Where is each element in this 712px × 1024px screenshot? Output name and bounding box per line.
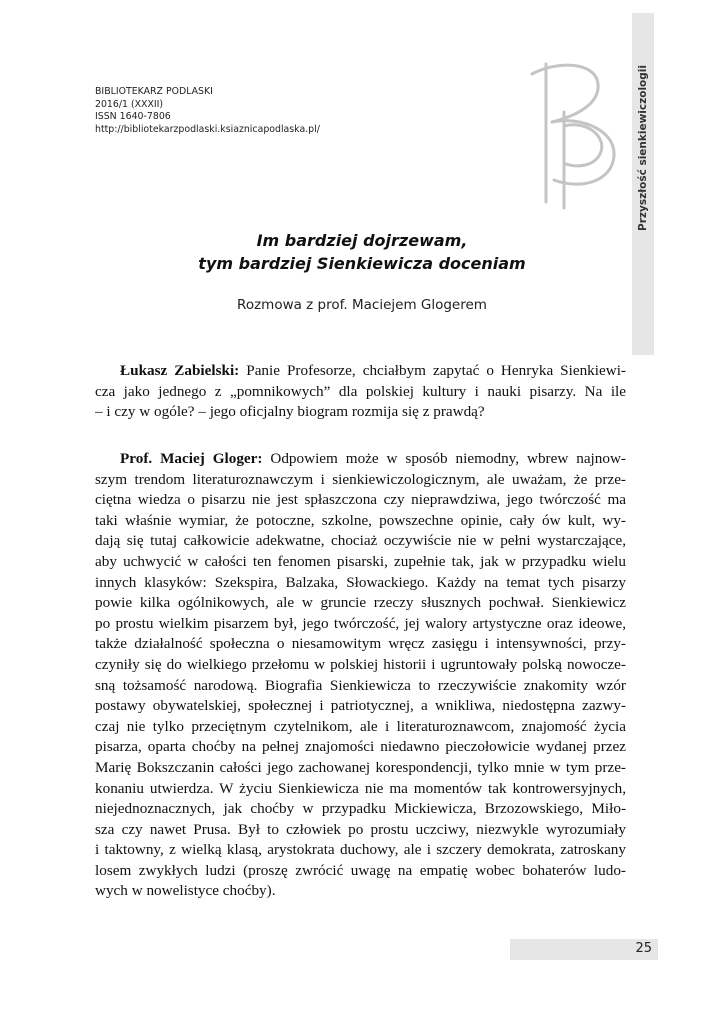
paragraph-line: losem zwykłych ludzi (proszę zwrócić uwagę na empatię wobec bohaterów ludo- — [95, 861, 626, 879]
question-paragraph — [95, 361, 626, 423]
paragraph-line: innych klasyków: Szekspira, Balzaka, Słowackiego. Każdy na temat tych pisarzy — [95, 573, 626, 591]
section-label: Przyszłość sienkiewiczologii — [637, 65, 649, 231]
paragraph-line: aby uchwycić w całości ten fenomen pisarski, zupełnie tak, jak w przypadku wielu — [95, 552, 626, 570]
paragraph-line: pisarza, oparta choćby na pełnej znajomości niedawno pieczołowicie wydanej przez — [95, 738, 626, 756]
paragraph-line: Prof. Maciej Gloger: Odpowiem może w sposób niemodny, wbrew najnow- — [120, 450, 626, 467]
paragraph-line: cza jako jednego z „pomnikowych” dla polskiej kultury i nauki pisarzy. Na ile — [95, 382, 626, 400]
paragraph-line: Marię Bokszczanin całości jego zachowanej korespondencji, tylko mnie w tym prze- — [95, 758, 626, 776]
paragraph-line: taki właśnie wymiar, że potoczne, szkolne, powszechne opinie, cały ów kult, wy- — [95, 511, 626, 529]
paragraph-line: – i czy w ogóle? – jego oficjalny biogram rozmija się z prawdą? — [95, 403, 485, 421]
paragraph-line: i taktowny, z wielką klasą, arystokrata duchowy, ale i szczery demokrata, zatroskany — [95, 841, 626, 859]
journal-metadata — [95, 86, 320, 136]
paragraph-line: ciętna wiedza o pisarzu nie jest spłaszczona czy nieprawdziwa, jego twórczość ma — [95, 491, 626, 509]
journal-issue: 2016/1 (XXXII) — [95, 98, 164, 110]
article-title-line-1: Im bardziej dojrzewam, — [256, 231, 468, 250]
paragraph-line: sza czy nawet Prusa. Był to człowiek po prostu uczciwy, niezwykle wyrozumiały — [95, 820, 626, 838]
paragraph-line: czaj nie tylko przeciętnym czytelnikom, ale i literaturoznawcom, znajomość życia — [95, 717, 626, 735]
paragraph-line: postawy obywatelskiej, społecznej i patriotycznej, a wnikliwa, niedostępna zazwy- — [95, 697, 626, 715]
paragraph-line: Łukasz Zabielski: Panie Profesorze, chciałbym zapytać o Henryka Sienkiewi- — [120, 362, 626, 379]
paragraph-line: sną tożsamość narodową. Biografia Sienkiewicza to rzeczywiście znakomity wzór — [95, 676, 626, 694]
paragraph-line: czyniły się do wielkiego przełomu w polskiej historii i ugruntowały polską nowocze- — [95, 655, 626, 673]
answer-paragraph — [95, 449, 626, 902]
section-label-container — [635, 28, 651, 268]
paragraph-line: niejednoznacznych, jak choćby w przypadku Mickiewicza, Brzozowskiego, Miło- — [95, 800, 626, 818]
journal-issn: ISSN 1640-7806 — [95, 111, 171, 122]
article-title-line-2: tym bardziej Sienkiewicza doceniam — [198, 254, 526, 273]
journal-url[interactable]: http://bibliotekarzpodlaski.ksiaznicapodlaska.pl/ — [95, 123, 320, 135]
paragraph-line: dają się tutaj całkowicie adekwatne, chociaż oczywiście nie w pełni wystarczające, — [95, 532, 626, 550]
journal-name: BIBLIOTEKARZ PODLASKI — [95, 86, 213, 97]
bp-monogram-logo-icon — [518, 52, 628, 212]
paragraph-line: także działalność społeczna o niesamowitym wręcz zasięgu i intensywności, przy- — [95, 635, 626, 653]
question-speaker: Łukasz Zabielski: — [120, 362, 240, 379]
paragraph-line: szym trendom literaturoznawczym i sienkiewiczologicznym, ale uważam, że prze- — [95, 470, 626, 488]
answer-speaker: Prof. Maciej Gloger: — [120, 450, 263, 467]
page-number: 25 — [635, 941, 652, 956]
paragraph-line: konaniu utwierdza. W życiu Sienkiewicza nie ma momentów tak kontrowersyjnych, — [95, 779, 626, 797]
article-subtitle: Rozmowa z prof. Maciejem Glogerem — [237, 297, 487, 313]
paragraph-line: wych w nowelistyce choćby). — [95, 882, 276, 900]
paragraph-line: powie kilka ogólnikowych, ale w gruncie rzeczy słusznych pochwał. Sienkiewicz — [95, 594, 626, 612]
paragraph-line: po prostu wielkim pisarzem był, jego twórczość, jej walory artystyczne oraz ideowe, — [95, 614, 626, 632]
